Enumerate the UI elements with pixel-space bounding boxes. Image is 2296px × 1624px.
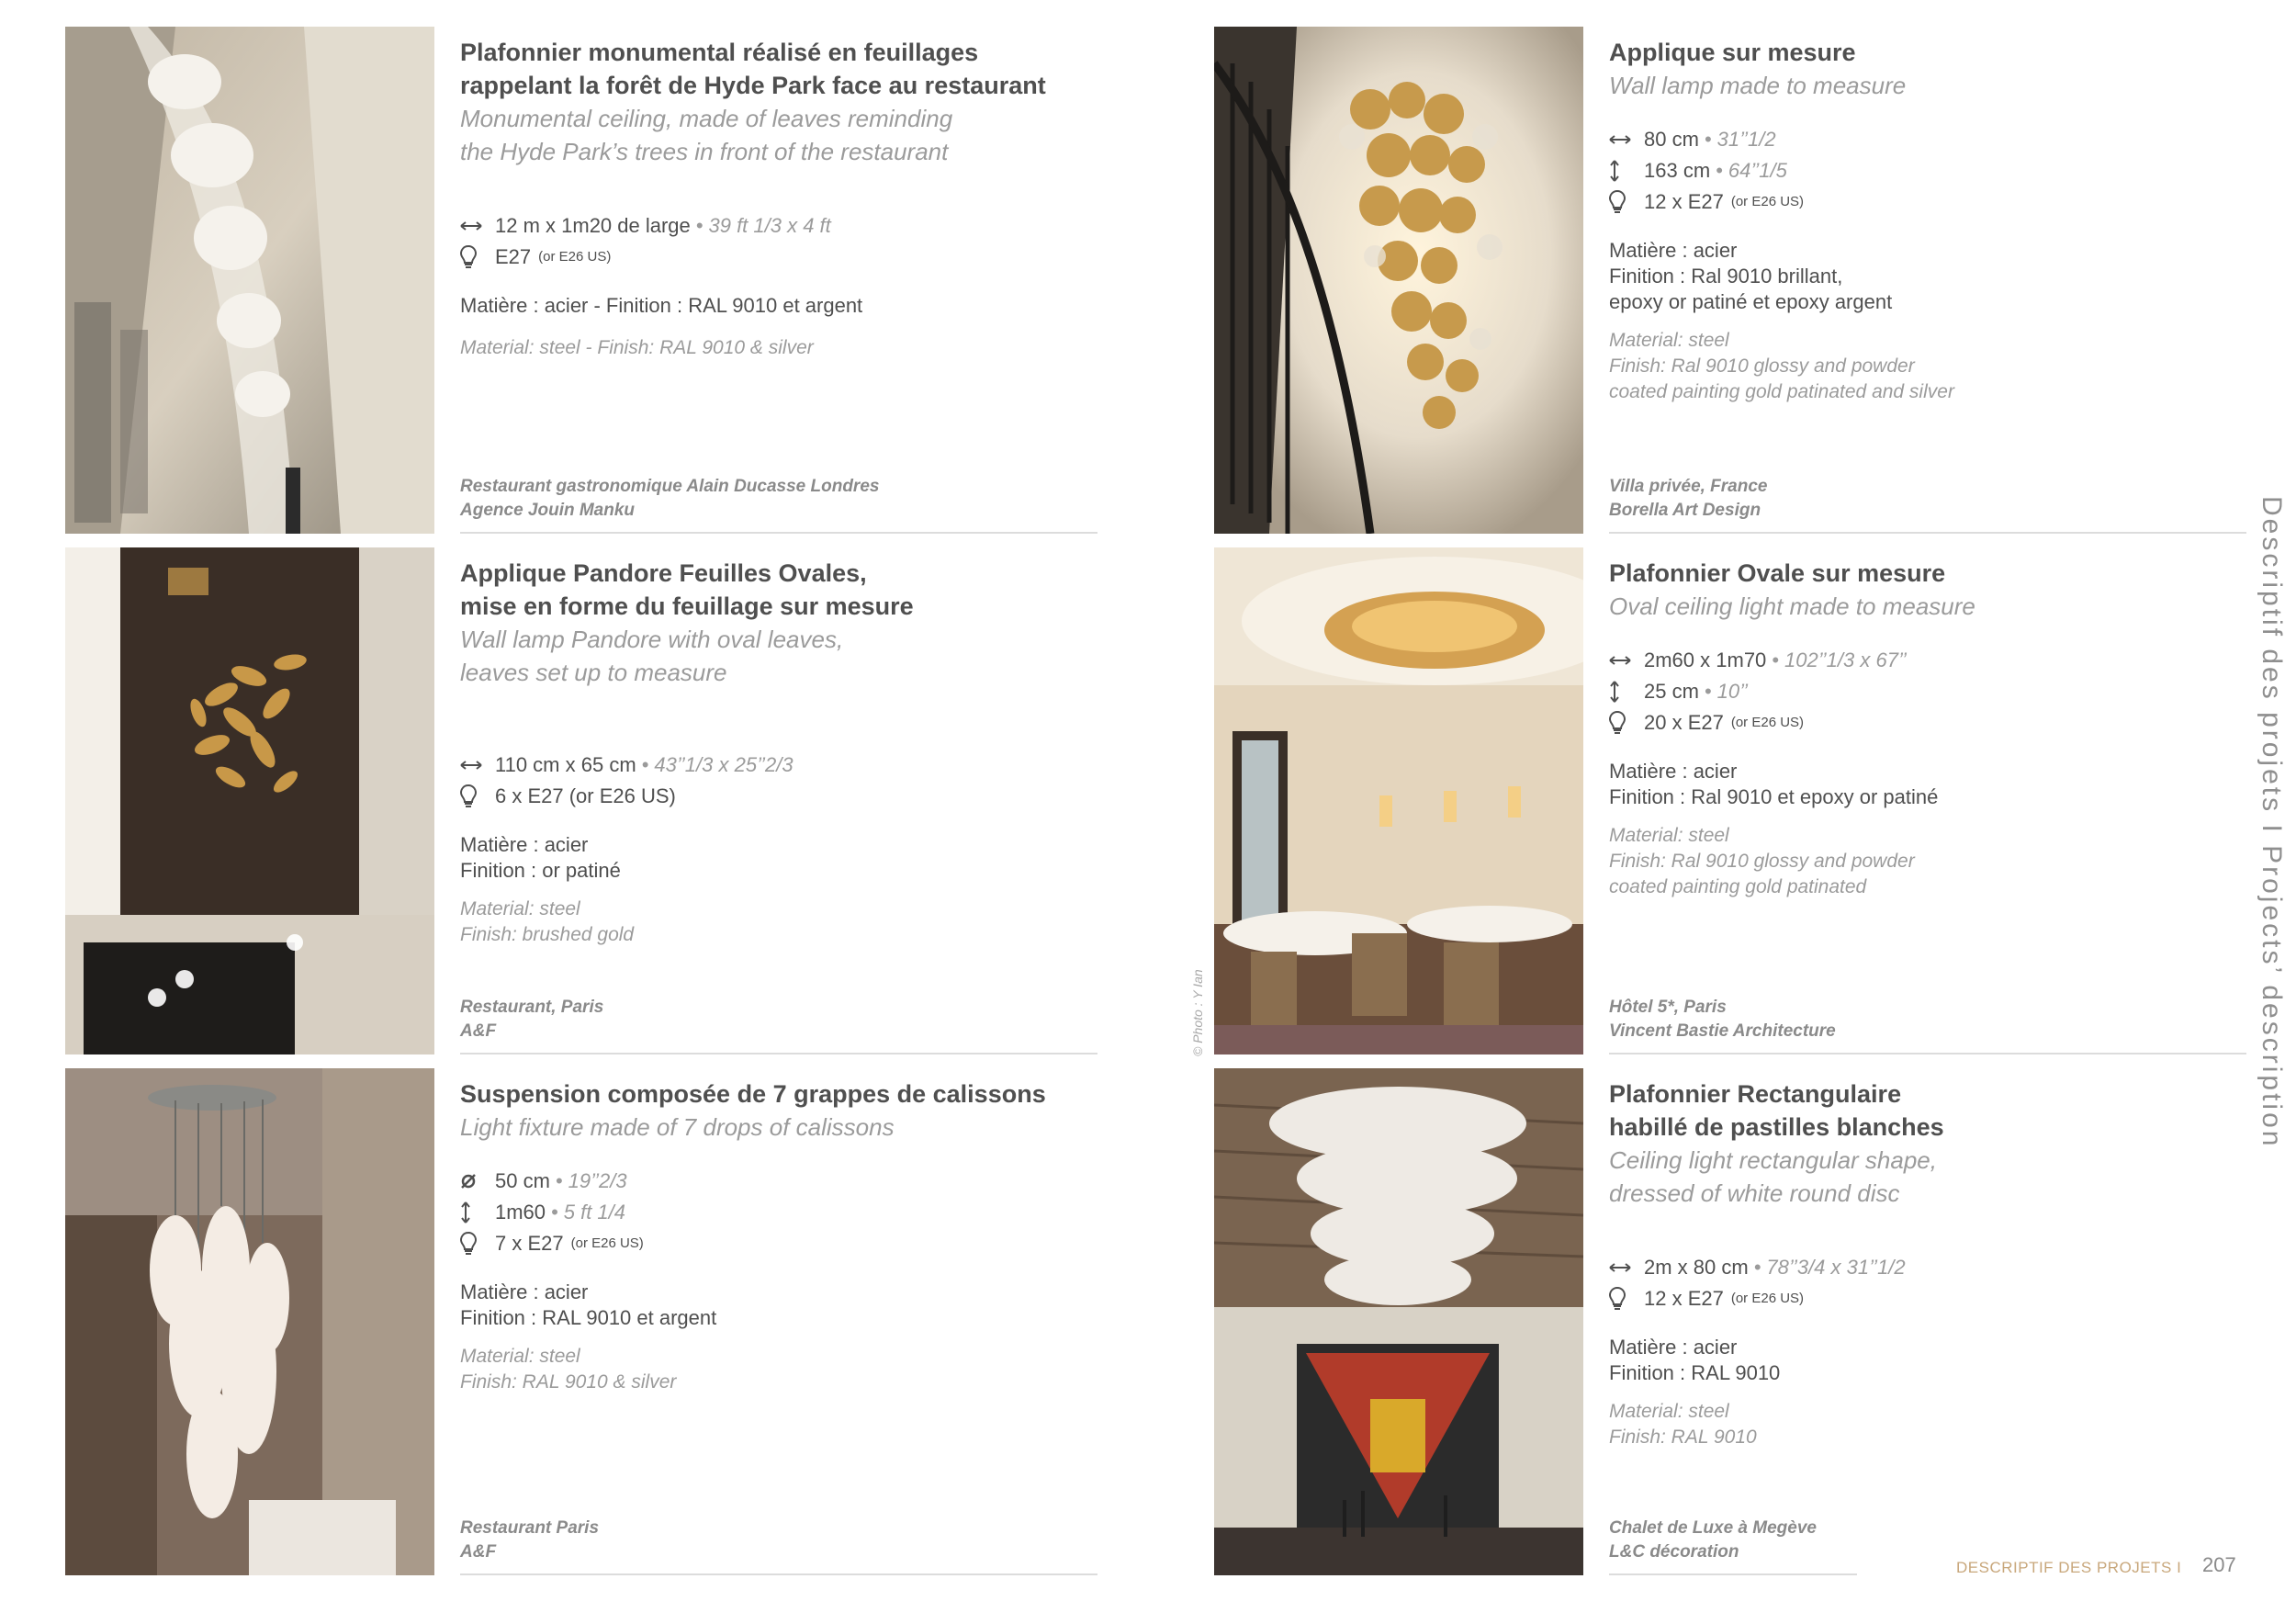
project-photo-oval-ceiling — [1214, 547, 1583, 1054]
spec-value: 1m60 — [495, 1201, 546, 1224]
spec-row: 50 cm • 19’’2/3 — [460, 1166, 1131, 1197]
spec-value: 25 cm — [1644, 680, 1699, 703]
material-en: Material: steel Finish: RAL 9010 & silver — [460, 1346, 677, 1393]
spec-row — [460, 781, 1131, 812]
width-arrow-icon — [1609, 1262, 1635, 1273]
spec-value: 12 m x 1m20 de large — [495, 214, 691, 237]
material-en: Material: steel Finish: Ral 9010 glossy and powder coated painting gold patinated — [1609, 825, 1915, 897]
project-subtitle: Light fixture made of 7 drops of calissons — [460, 1113, 895, 1141]
spec-imperial: 102’’1/3 x 67’’ — [1784, 648, 1907, 671]
height-arrow-icon — [1609, 681, 1635, 703]
spec-list — [460, 1166, 1131, 1259]
project-title: Plafonnier Rectangulaire habillé de pastilles blanches — [1609, 1080, 1944, 1141]
spec-note: (or E26 US) — [570, 1235, 644, 1251]
material-en: Material: steel Finish: brushed gold — [460, 898, 635, 945]
project-text — [460, 1077, 1131, 1575]
height-arrow-icon — [1609, 160, 1635, 182]
spec-value: 2m60 x 1m70 — [1644, 648, 1767, 671]
project-photo-rectangular-ceiling — [1214, 1068, 1583, 1575]
spec-row — [460, 242, 1131, 273]
project-text — [1609, 557, 2279, 1054]
project-photo-ceiling-leaves — [65, 27, 434, 534]
spec-value: 110 cm x 65 cm — [495, 753, 636, 776]
divider — [1609, 1573, 1857, 1575]
project-text — [460, 36, 1131, 534]
project-text — [1609, 36, 2279, 534]
spec-row — [1609, 186, 2279, 218]
bulb-icon — [1609, 190, 1635, 214]
project-title: Plafonnier Ovale sur mesure — [1609, 559, 1946, 587]
project-subtitle: Monumental ceiling, made of leaves reminding the Hyde Park’s trees in front of the restaurant — [460, 105, 953, 165]
spec-value: E27 — [495, 245, 532, 268]
spec-row: 2m x 80 cm • 78’’3/4 x 31’’1/2 — [1609, 1252, 2279, 1283]
spec-row — [1609, 707, 2279, 739]
spec-value: 2m x 80 cm — [1644, 1256, 1749, 1279]
project-card — [1214, 27, 2296, 534]
spec-row — [1609, 1283, 2279, 1314]
project-credit: Restaurant Paris A&F — [460, 1518, 600, 1562]
project-card — [65, 27, 1158, 534]
spec-value: 12 x E27 — [1644, 190, 1724, 213]
spec-row: 12 m x 1m20 de large • 39 ft 1/3 x 4 ft — [460, 210, 1131, 242]
spec-note: (or E26 US) — [1730, 194, 1805, 209]
project-subtitle: Ceiling light rectangular shape, dressed of white round disc — [1609, 1146, 1937, 1207]
height-arrow-icon — [460, 1201, 486, 1224]
spec-imperial: 64’’1/5 — [1728, 159, 1787, 182]
material-fr: Matière : acier - Finition : RAL 9010 et argent — [460, 294, 863, 317]
spec-row: 110 cm x 65 cm • 43’’1/3 x 25’’2/3 — [460, 750, 1131, 781]
project-card — [65, 547, 1158, 1054]
material-en: Material: steel - Finish: RAL 9010 & silver — [460, 337, 814, 358]
project-title: Plafonnier monumental réalisé en feuillages rappelant la forêt de Hyde Park face au restaurant — [460, 39, 1046, 99]
material-fr: Matière : acier Finition : or patiné — [460, 833, 621, 882]
spec-imperial: 31’’1/2 — [1716, 128, 1776, 151]
spec-value: 50 cm — [495, 1169, 550, 1192]
spec-note: (or E26 US) — [538, 249, 612, 265]
width-arrow-icon — [460, 220, 486, 231]
project-title: Suspension composée de 7 grappes de calissons — [460, 1080, 1046, 1108]
divider — [460, 1573, 1097, 1575]
spec-list — [460, 750, 1131, 812]
spec-row: 25 cm • 10’’ — [1609, 676, 2279, 707]
width-arrow-icon — [460, 760, 486, 771]
project-credit: Villa privée, France Borella Art Design — [1609, 477, 1768, 520]
spec-list — [1609, 1252, 2279, 1314]
spec-note: (or E26 US) — [1730, 715, 1805, 730]
project-credit: Restaurant gastronomique Alain Ducasse Londres Agence Jouin Manku — [460, 477, 880, 520]
project-card — [65, 1068, 1158, 1575]
divider — [460, 532, 1097, 534]
width-arrow-icon — [1609, 134, 1635, 145]
spec-imperial: 5 ft 1/4 — [563, 1201, 626, 1224]
spec-value: 12 x E27 — [1644, 1287, 1724, 1310]
material-en: Material: steel Finish: RAL 9010 — [1609, 1401, 1757, 1448]
spec-row: 163 cm • 64’’1/5 — [1609, 155, 2279, 186]
spec-value: 6 x E27 (or E26 US) — [495, 784, 676, 807]
photo-credit: © Photo : Y Ian — [1190, 969, 1205, 1056]
project-credit: Chalet de Luxe à Megève L&C décoration — [1609, 1518, 1817, 1562]
side-title — [2243, 496, 2296, 1157]
project-photo-pandore-wall-lamp — [65, 547, 434, 1054]
divider — [1609, 532, 2246, 534]
spec-row: 2m60 x 1m70 • 102’’1/3 x 67’’ — [1609, 645, 2279, 676]
spec-value: 7 x E27 — [495, 1232, 564, 1255]
spec-imperial: 39 ft 1/3 x 4 ft — [708, 214, 831, 237]
project-subtitle: Wall lamp Pandore with oval leaves, leaves set up to measure — [460, 626, 844, 686]
project-text — [1609, 1077, 2279, 1575]
project-credit: Hôtel 5*, Paris Vincent Bastie Architecture — [1609, 998, 1836, 1041]
project-card — [1214, 1068, 2296, 1575]
spec-value: 20 x E27 — [1644, 711, 1724, 734]
project-photo-calisson-suspension — [65, 1068, 434, 1575]
width-arrow-icon — [1609, 655, 1635, 666]
bulb-icon — [460, 784, 486, 808]
material-fr: Matière : acier Finition : RAL 9010 — [1609, 1336, 1781, 1384]
spec-imperial: 10’’ — [1716, 680, 1749, 703]
project-title: Applique Pandore Feuilles Ovales, mise en forme du feuillage sur mesure — [460, 559, 914, 620]
bulb-icon — [460, 245, 486, 269]
spec-imperial: 19’’2/3 — [568, 1169, 627, 1192]
project-credit: Restaurant, Paris A&F — [460, 998, 604, 1041]
side-title-text: Descriptif des projets I Projects’ description — [2257, 496, 2287, 1149]
project-text — [460, 557, 1131, 1054]
bulb-icon — [1609, 1287, 1635, 1311]
spec-list — [1609, 124, 2279, 218]
material-en: Material: steel Finish: Ral 9010 glossy and powder coated painting gold patinated and silver — [1609, 330, 1954, 402]
divider — [460, 1053, 1097, 1054]
spec-list — [1609, 645, 2279, 739]
spec-value: 163 cm — [1644, 159, 1711, 182]
spec-row: 80 cm • 31’’1/2 — [1609, 124, 2279, 155]
material-fr: Matière : acier Finition : Ral 9010 brillant, epoxy or patiné et epoxy argent — [1609, 239, 1893, 313]
diameter-icon — [460, 1173, 486, 1190]
material-fr: Matière : acier Finition : Ral 9010 et epoxy or patiné — [1609, 760, 1939, 808]
spec-row: 1m60 • 5 ft 1/4 — [460, 1197, 1131, 1228]
spec-list — [460, 210, 1131, 273]
footer-section-label: DESCRIPTIF DES PROJETS I — [1956, 1559, 2182, 1576]
spec-value: 80 cm — [1644, 128, 1699, 151]
project-photo-wall-lamp — [1214, 27, 1583, 534]
bulb-icon — [460, 1232, 486, 1256]
bulb-icon — [1609, 711, 1635, 735]
project-title: Applique sur mesure — [1609, 39, 1856, 66]
project-subtitle: Wall lamp made to measure — [1609, 72, 1907, 99]
project-card — [1214, 547, 2296, 1054]
divider — [1609, 1053, 2246, 1054]
spec-imperial: 78’’3/4 x 31’’1/2 — [1766, 1256, 1906, 1279]
spec-imperial: 43’’1/3 x 25’’2/3 — [654, 753, 793, 776]
spec-row — [460, 1228, 1131, 1259]
page-number: 207 — [2202, 1553, 2236, 1576]
material-fr: Matière : acier Finition : RAL 9010 et argent — [460, 1280, 717, 1329]
project-subtitle: Oval ceiling light made to measure — [1609, 592, 1975, 620]
spec-note: (or E26 US) — [1730, 1291, 1805, 1306]
